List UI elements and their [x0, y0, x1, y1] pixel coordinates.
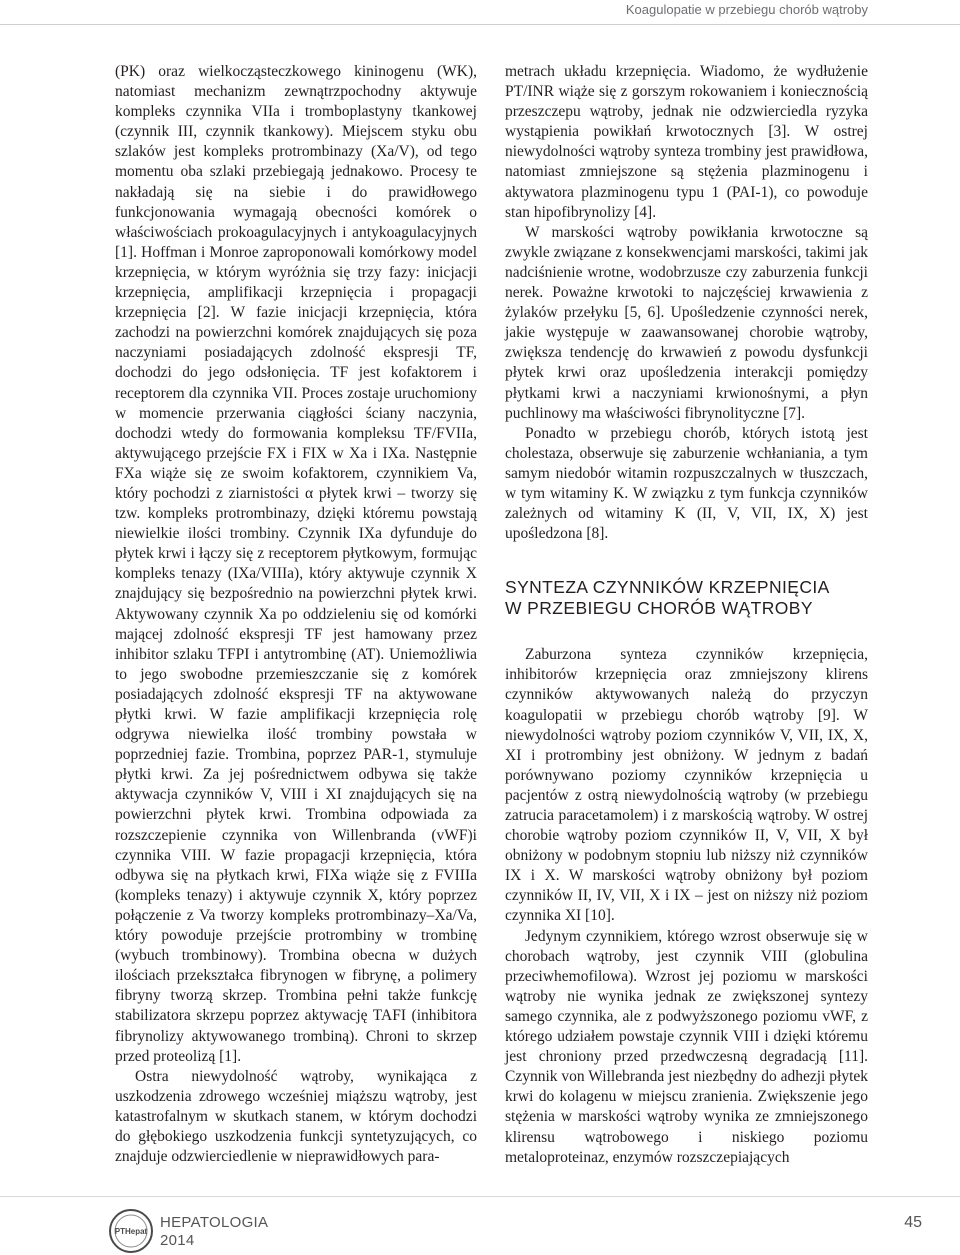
logo-text: PTHepat [114, 1227, 148, 1236]
journal-name: HEPATOLOGIA [160, 1214, 269, 1231]
left-paragraph-1: (PK) oraz wielkocząsteczkowego kininogenu (WK), natomiast mechanizm zewnątrzpochodny aktywuje kompleks czynnika VIIa i tromboplastyny tkankowej (czynnik III, czynnik tkankowy). Miejscem styku obu szlaków jest kompleks protrombinazy (Xa/V), od tego momentu oba szlaki przebiegają jednakowo. Procesy te nakładają się na siebie i do prawidłowego funkcjonowania wymagają obecności komórek o właściwościach prokoagulacyjnych i antykoagulacyjnych [1]. Hoffman i Monroe zaproponowali komórkowy model krzepnięcia, w którym wyróżnia się trzy fazy: inicjacji krzepnięcia, amplifikacji krzepnięcia i propagacji krzepnięcia [2]. W fazie inicjacji krzepnięcia, która zachodzi na powierzchni komórek znajdujących się poza naczyniami posiadających zdolność ekspresji TF, dochodzi do jego odsłonięcia. TF jest kofaktorem i receptorem dla czynnika VII. Proces zostaje uruchomiony w momencie przerwania ciągłości ściany naczynia, dochodzi wtedy do formowania kompleksu TF/FVIIa, aktywującego przejście FX i FIX w Xa i IXa. Następnie FXa wiąże się ze swoim kofaktorem, czynnikiem Va, który pochodzi z ziarnistości α płytek krwi – tworzy się tzw. kompleks protrombinazy, dzięki któremu powstają niewielkie ilości trombiny. Czynnik IXa dyfunduje do płytek krwi i łączy się z receptorem płytkowym, formując kompleks tenazy (IXa/VIIIa), który aktywuje czynnik X znajdujący się bezpośrednio na powierzchni płytek krwi. Aktywowany czynnik Xa po oddzieleniu się od komórki mającej zdolność ekspresji TF jest hamowany przez inhibitor szlaku TFPI i antytrombinę (AT). Uniemożliwia to jego swobodne przemieszczanie się z komórek posiadających zdolność ekspresji TF na aktywowane płytki krwi. W fazie amplifikacji krzepnięcia rolę odgrywa niewielka ilość trombiny powstała w poprzedniej fazie. Trombina, poprzez PAR-1, stymuluje płytki krwi. Za jej pośrednictwem odbywa się także aktywacja czynników V, VIII i XI znajdujących się na powierzchni płytek krwi. Trombina odpowiada za rozszczepienie czynnika von Willenbranda (vWF)i czynnika VIII. W fazie propagacji krzepnięcia, która odbywa się na płytkach krwi, FIXa wiąże się z FVIIIa (kompleks tenazy) i aktywuje czynnik X, który poprzez połączenie z Va tworzy kompleks protrombinazy–Xa/Va, który powoduje przejście protrombiny w trombinę (wybuch trombinowy). Trombina obecna w dużych ilościach przekształca fibrynogen w fibrynę, a polimery fibryny tworzą skrzep. Trombina pełni także funkcję stabilizatora skrzepu poprzez aktywację TAFI (inhibitora fibrynolizy aktywowanego trombiną). Chroni to skrzep przed proteolizą [1]. [115, 63, 477, 1065]
section-heading-line-2: W PRZEBIEGU CHORÓB WĄTROBY [505, 598, 813, 619]
right-paragraph-5: Jedynym czynnikiem, którego wzrost obserwuje się w chorobach wątroby, jest czynnik VIII (globulina przeciwhemofilowa). Wzrost jej poziomu w marskości wątroby nie wynika jednak ze zwiększonej syntezy samego czynnika, ale z podwyższonego poziomu vWF, z którego udziałem powstaje czynnik VIII i dzięki któremu jest chroniony przed przedwczesną degradacją [11]. Czynnik von Willebranda jest niezbędny do adhezji płytek krwi do kolagenu w miejscu zranienia. Zwiększenie jego stężenia w marskości wątroby wynika ze zmniejszonego klirensu wątrobowego i niskiego poziomu metaloproteinaz, enzymów rozszczepiających [505, 927, 868, 1166]
journal-name-block [160, 1214, 268, 1250]
section-heading [505, 577, 868, 619]
right-column [505, 62, 868, 1168]
right-paragraph-3: Ponadto w przebiegu chorób, których istotą jest cholestaza, obserwuje się zaburzenie wchłaniania, a tym samym niedobór witamin rozpuszczalnych w tłuszczach, w tym witaminy K. W związku z tym funkcja czynników zależnych od witaminy K (II, V, VII, IX, X) jest upośledzona [8]. [505, 424, 868, 543]
section-heading-line-1: SYNTEZA CZYNNIKÓW KRZEPNIĘCIA [505, 577, 830, 598]
right-paragraph-2: W marskości wątroby powikłania krwotoczne są zwykle związane z konsekwencjami marskości, takimi jak nadciśnienie wrotne, wodobrzusze czy zaburzenia funkcji nerek. Poważne krwotoki to najczęściej krwawienia z żylaków przełyku [5, 6]. Upośledzenie czynności nerek, jakie występuje w zaawansowanej chorobie wątroby, zwiększa tendencję do krwawień z powodu dysfunkcji płytek krwi oraz upośledzenia interakcji pomiędzy płytkami krwi a naczyniami krwionośnymi, a płyn puchlinowy ma właściwości fibrynolityczne [7]. [505, 223, 868, 422]
footer-divider [0, 1196, 960, 1197]
left-paragraph-2: Ostra niewydolność wątroby, wynikająca z uszkodzenia zdrowego wcześniej miąższu wątroby, jest katastrofalnym w skutkach stanem, w którym dochodzi do głębokiego uszkodzenia funkcji syntetyzujących, co znajduje odzwierciedlenie w nieprawidłowych para- [115, 1067, 477, 1166]
right-paragraph-4: Zaburzona synteza czynników krzepnięcia, inhibitorów krzepnięcia oraz zmniejszony klirens czynników aktywowanych należą do przyczyn koagulopatii w przebiegu chorób wątroby [9]. W niewydolności wątroby poziom czynników V, VII, IX, X, XI i protrombiny jest obniżony. W jednym z badań porównywano poziomy czynników krzepnięcia u pacjentów z ostrą niewydolnością wątroby (w przebiegu zatrucia paracetamolem) i z marskością wątroby. W ostrej chorobie wątroby poziom czynników II, V, VII, X był obniżony w podobnym stopniu lub niższy niż czynników IX i X. W marskości wątroby obniżony był poziom czynników II, IV, VII, X i IX – jest on niższy niż poziom czynnika XI [10]. [505, 646, 868, 925]
left-column [115, 62, 477, 1167]
journal-logo-icon [108, 1208, 154, 1254]
page-number: 45 [904, 1214, 922, 1231]
journal-year: 2014 [160, 1232, 195, 1249]
running-header [0, 0, 960, 25]
running-title: Koagulopatie w przebiegu chorób wątroby [625, 2, 868, 17]
right-paragraph-1: metrach układu krzepnięcia. Wiadomo, że wydłużenie PT/INR wiąże się z gorszym rokowaniem i koniecznością przeszczepu wątroby, jednak nie odzwierciedla ryzyka wystąpienia powikłań krwotocznych [3]. W ostrej niewydolności wątroby synteza trombiny jest prawidłowa, natomiast zmniejszone są stężenia plazminogenu i aktywatora plazminogenu typu 1 (PAI-1), co powoduje stan hipofibrynolizy [4]. [505, 63, 868, 221]
